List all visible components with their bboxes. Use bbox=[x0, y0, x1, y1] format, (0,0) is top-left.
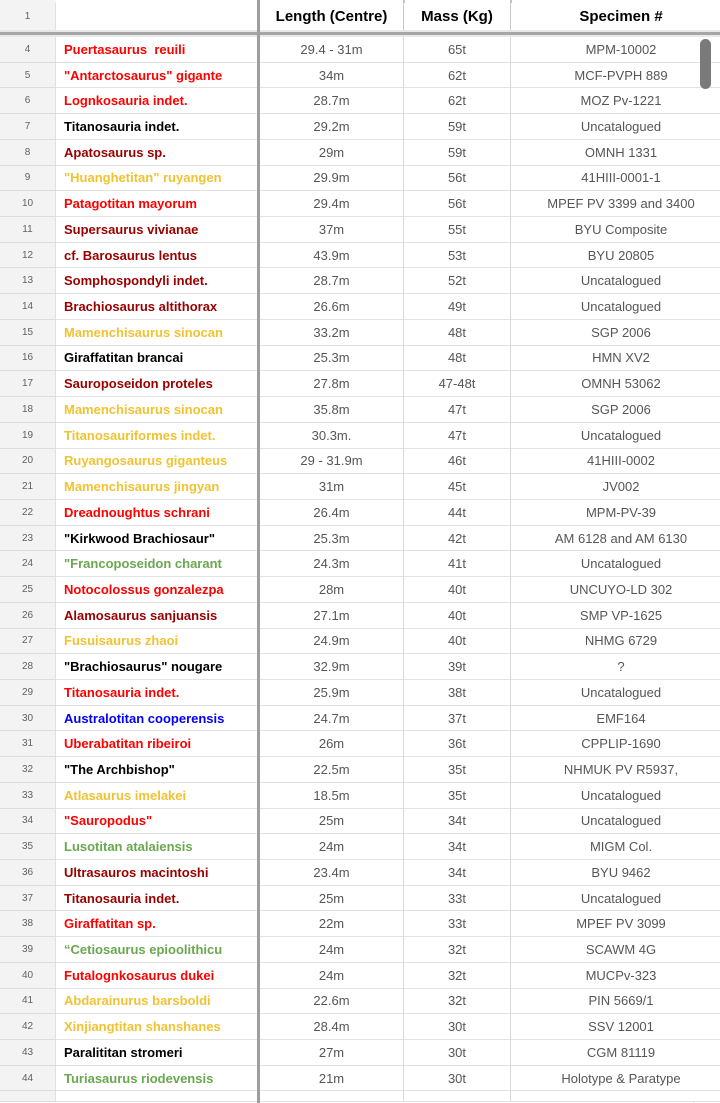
row-number[interactable]: 27 bbox=[0, 629, 56, 655]
table-row bbox=[0, 680, 720, 706]
specimen-cell[interactable]: MUCPv-323 bbox=[511, 963, 720, 989]
row-number[interactable]: 26 bbox=[0, 603, 56, 629]
mass-cell[interactable]: 48t bbox=[404, 346, 511, 372]
length-cell[interactable]: 24m bbox=[260, 963, 404, 989]
specimen-cell[interactable]: HMN XV2 bbox=[511, 346, 720, 372]
species-name-cell[interactable]: Sauroposeidon proteles bbox=[56, 371, 257, 397]
species-name-cell[interactable]: Lognkosauria indet. bbox=[56, 88, 257, 114]
table-row bbox=[0, 114, 720, 140]
length-cell[interactable]: 31m bbox=[260, 474, 404, 500]
length-cell[interactable]: 26.4m bbox=[260, 500, 404, 526]
mass-cell[interactable]: 30t bbox=[404, 1066, 511, 1092]
species-name-cell[interactable]: Ultrasauros macintoshi bbox=[56, 860, 257, 886]
species-name-cell[interactable]: Turiasaurus riodevensis bbox=[56, 1066, 257, 1092]
species-name-cell[interactable]: Mamenchisaurus jingyan bbox=[56, 474, 257, 500]
row-number[interactable]: 11 bbox=[0, 217, 56, 243]
specimen-header-cell[interactable]: Specimen # bbox=[511, 3, 720, 30]
length-cell[interactable]: 25m bbox=[260, 809, 404, 835]
length-cell[interactable]: 29.9m bbox=[260, 166, 404, 192]
row-number[interactable]: 10 bbox=[0, 191, 56, 217]
row-number[interactable]: 28 bbox=[0, 654, 56, 680]
mass-cell[interactable]: 65t bbox=[404, 37, 511, 63]
table-row bbox=[0, 963, 720, 989]
species-name-cell[interactable]: Fusuisaurus zhaoi bbox=[56, 629, 257, 655]
mass-cell[interactable]: 39t bbox=[404, 654, 511, 680]
specimen-cell[interactable]: Uncatalogued bbox=[511, 886, 720, 912]
table-row bbox=[0, 809, 720, 835]
length-cell[interactable]: 27m bbox=[260, 1040, 404, 1066]
frozen-row-divider bbox=[0, 30, 720, 37]
row-number[interactable]: 40 bbox=[0, 963, 56, 989]
specimen-cell[interactable]: SSV 12001 bbox=[511, 1014, 720, 1040]
row-number[interactable]: 30 bbox=[0, 706, 56, 732]
length-cell[interactable]: 33.2m bbox=[260, 320, 404, 346]
species-name-cell[interactable]: Titanosauria indet. bbox=[56, 886, 257, 912]
frozen-column-divider bbox=[257, 0, 260, 1103]
length-cell[interactable] bbox=[260, 1091, 404, 1102]
row-number[interactable]: 15 bbox=[0, 320, 56, 346]
specimen-cell[interactable]: Holotype & Paratype bbox=[511, 1066, 720, 1092]
mass-cell[interactable]: 62t bbox=[404, 88, 511, 114]
species-name-cell[interactable]: Brachiosaurus altithorax bbox=[56, 294, 257, 320]
specimen-cell[interactable]: MPM-10002 bbox=[511, 37, 720, 63]
specimen-cell[interactable]: OMNH 1331 bbox=[511, 140, 720, 166]
species-name-cell[interactable]: "Sauropodus" bbox=[56, 809, 257, 835]
mass-cell[interactable]: 49t bbox=[404, 294, 511, 320]
name-header-cell[interactable] bbox=[56, 3, 257, 30]
specimen-cell[interactable]: NHMG 6729 bbox=[511, 629, 720, 655]
row-number[interactable]: 8 bbox=[0, 140, 56, 166]
row-number[interactable]: 20 bbox=[0, 449, 56, 475]
species-name-cell[interactable]: Notocolossus gonzalezpa bbox=[56, 577, 257, 603]
length-cell[interactable]: 24.9m bbox=[260, 629, 404, 655]
specimen-cell[interactable]: Uncatalogued bbox=[511, 423, 720, 449]
table-row bbox=[0, 268, 720, 294]
table-row bbox=[0, 1066, 720, 1092]
specimen-cell[interactable]: SGP 2006 bbox=[511, 397, 720, 423]
row-number[interactable]: 44 bbox=[0, 1066, 56, 1092]
table-row bbox=[0, 834, 720, 860]
species-name-cell[interactable]: Lusotitan atalaiensis bbox=[56, 834, 257, 860]
length-cell[interactable]: 24.7m bbox=[260, 706, 404, 732]
table-row bbox=[0, 551, 720, 577]
species-name-cell[interactable]: Mamenchisaurus sinocan bbox=[56, 320, 257, 346]
specimen-cell[interactable]: OMNH 53062 bbox=[511, 371, 720, 397]
species-name-cell[interactable]: Supersaurus vivianae bbox=[56, 217, 257, 243]
table-row bbox=[0, 500, 720, 526]
table-row bbox=[0, 217, 720, 243]
table-row bbox=[0, 731, 720, 757]
length-cell[interactable]: 22.5m bbox=[260, 757, 404, 783]
table-row bbox=[0, 629, 720, 655]
mass-cell[interactable]: 38t bbox=[404, 680, 511, 706]
length-cell[interactable]: 18.5m bbox=[260, 783, 404, 809]
specimen-cell[interactable]: BYU 20805 bbox=[511, 243, 720, 269]
row-number[interactable]: 14 bbox=[0, 294, 56, 320]
length-cell[interactable]: 37m bbox=[260, 217, 404, 243]
mass-cell[interactable]: 46t bbox=[404, 449, 511, 475]
specimen-cell[interactable]: 41HIII-0001-1 bbox=[511, 166, 720, 192]
row-number[interactable]: 19 bbox=[0, 423, 56, 449]
row-number[interactable]: 13 bbox=[0, 268, 56, 294]
species-name-cell[interactable]: "The Archbishop" bbox=[56, 757, 257, 783]
table-row bbox=[0, 577, 720, 603]
row-number[interactable]: 18 bbox=[0, 397, 56, 423]
table-row bbox=[0, 37, 720, 63]
specimen-cell[interactable]: Uncatalogued bbox=[511, 294, 720, 320]
length-cell[interactable]: 25m bbox=[260, 886, 404, 912]
species-name-cell[interactable]: Atlasaurus imelakei bbox=[56, 783, 257, 809]
mass-cell[interactable]: 56t bbox=[404, 191, 511, 217]
table-row bbox=[0, 1014, 720, 1040]
specimen-cell[interactable] bbox=[511, 1091, 720, 1102]
row-number[interactable]: 9 bbox=[0, 166, 56, 192]
row-number[interactable]: 16 bbox=[0, 346, 56, 372]
row-number[interactable]: 33 bbox=[0, 783, 56, 809]
specimen-cell[interactable]: UNCUYO-LD 302 bbox=[511, 577, 720, 603]
specimen-cell[interactable]: ? bbox=[511, 654, 720, 680]
table-row bbox=[0, 1040, 720, 1066]
table-row bbox=[0, 783, 720, 809]
length-cell[interactable]: 29m bbox=[260, 140, 404, 166]
mass-cell[interactable]: 44t bbox=[404, 500, 511, 526]
specimen-cell[interactable]: NHMUK PV R5937, bbox=[511, 757, 720, 783]
table-row bbox=[0, 706, 720, 732]
specimen-cell[interactable]: SGP 2006 bbox=[511, 320, 720, 346]
length-cell[interactable]: 34m bbox=[260, 63, 404, 89]
length-cell[interactable]: 28m bbox=[260, 577, 404, 603]
mass-cell[interactable]: 48t bbox=[404, 320, 511, 346]
specimen-cell[interactable]: Uncatalogued bbox=[511, 114, 720, 140]
table-row bbox=[0, 423, 720, 449]
species-name-cell[interactable]: Xinjiangtitan shanshanes bbox=[56, 1014, 257, 1040]
table-row bbox=[0, 526, 720, 552]
length-cell[interactable]: 24m bbox=[260, 834, 404, 860]
table-row bbox=[0, 474, 720, 500]
specimen-cell[interactable]: PIN 5669/1 bbox=[511, 989, 720, 1015]
mass-cell[interactable]: 56t bbox=[404, 166, 511, 192]
table-row bbox=[0, 937, 720, 963]
table-row bbox=[0, 371, 720, 397]
vertical-scrollbar-thumb[interactable] bbox=[700, 39, 711, 89]
length-cell[interactable]: 22m bbox=[260, 911, 404, 937]
species-name-cell[interactable]: Uberabatitan ribeiroi bbox=[56, 731, 257, 757]
row-number[interactable]: 25 bbox=[0, 577, 56, 603]
species-name-cell[interactable]: Titanosauria indet. bbox=[56, 680, 257, 706]
table-row bbox=[0, 654, 720, 680]
row-number[interactable]: 23 bbox=[0, 526, 56, 552]
mass-cell[interactable]: 47t bbox=[404, 397, 511, 423]
length-cell[interactable]: 27.1m bbox=[260, 603, 404, 629]
species-name-cell[interactable]: Mamenchisaurus sinocan bbox=[56, 397, 257, 423]
species-name-cell[interactable]: Titanosauriformes indet. bbox=[56, 423, 257, 449]
row-number[interactable]: 6 bbox=[0, 88, 56, 114]
species-name-cell[interactable]: Puertasaurus reuili bbox=[56, 37, 257, 63]
length-cell[interactable]: 24m bbox=[260, 937, 404, 963]
species-name-cell[interactable]: Futalognkosaurus dukei bbox=[56, 963, 257, 989]
specimen-cell[interactable]: JV002 bbox=[511, 474, 720, 500]
mass-cell[interactable]: 59t bbox=[404, 140, 511, 166]
specimen-cell[interactable]: MIGM Col. bbox=[511, 834, 720, 860]
specimen-cell[interactable]: MCF-PVPH 889 bbox=[511, 63, 720, 89]
species-name-cell[interactable]: Australotitan cooperensis bbox=[56, 706, 257, 732]
mass-cell[interactable]: 30t bbox=[404, 1040, 511, 1066]
species-name-cell[interactable]: "Francoposeidon charant bbox=[56, 551, 257, 577]
table-row bbox=[0, 1091, 720, 1102]
row-number[interactable]: 29 bbox=[0, 680, 56, 706]
species-name-cell[interactable]: "Brachiosaurus" nougare bbox=[56, 654, 257, 680]
mass-cell[interactable]: 32t bbox=[404, 937, 511, 963]
specimen-cell[interactable]: Uncatalogued bbox=[511, 809, 720, 835]
mass-cell[interactable]: 34t bbox=[404, 809, 511, 835]
row-number[interactable]: 34 bbox=[0, 809, 56, 835]
mass-cell[interactable]: 33t bbox=[404, 886, 511, 912]
specimen-cell[interactable]: Uncatalogued bbox=[511, 268, 720, 294]
specimen-cell[interactable]: SCAWM 4G bbox=[511, 937, 720, 963]
mass-cell[interactable] bbox=[404, 1091, 511, 1102]
mass-cell[interactable]: 35t bbox=[404, 783, 511, 809]
mass-cell[interactable]: 37t bbox=[404, 706, 511, 732]
row-number[interactable]: 7 bbox=[0, 114, 56, 140]
row-number[interactable]: 43 bbox=[0, 1040, 56, 1066]
row-number[interactable]: 17 bbox=[0, 371, 56, 397]
species-name-cell[interactable]: Abdarainurus barsboldi bbox=[56, 989, 257, 1015]
mass-cell[interactable]: 32t bbox=[404, 963, 511, 989]
specimen-cell[interactable]: AM 6128 and AM 6130 bbox=[511, 526, 720, 552]
length-cell[interactable]: 29 - 31.9m bbox=[260, 449, 404, 475]
species-name-cell[interactable]: Patagotitan mayorum bbox=[56, 191, 257, 217]
table-row bbox=[0, 320, 720, 346]
species-name-cell[interactable]: Apatosaurus sp. bbox=[56, 140, 257, 166]
length-cell[interactable]: 26.6m bbox=[260, 294, 404, 320]
specimen-cell[interactable]: BYU Composite bbox=[511, 217, 720, 243]
length-cell[interactable]: 27.8m bbox=[260, 371, 404, 397]
length-cell[interactable]: 35.8m bbox=[260, 397, 404, 423]
species-name-cell[interactable]: Ruyangosaurus giganteus bbox=[56, 449, 257, 475]
mass-cell[interactable]: 30t bbox=[404, 1014, 511, 1040]
length-cell[interactable]: 22.6m bbox=[260, 989, 404, 1015]
length-cell[interactable]: 23.4m bbox=[260, 860, 404, 886]
mass-cell[interactable]: 53t bbox=[404, 243, 511, 269]
mass-header-cell[interactable]: Mass (Kg) bbox=[404, 3, 511, 30]
row-number[interactable]: 31 bbox=[0, 731, 56, 757]
species-name-cell[interactable]: “Cetiosaurus epioolithicu bbox=[56, 937, 257, 963]
mass-cell[interactable]: 47t bbox=[404, 423, 511, 449]
table-row bbox=[0, 860, 720, 886]
table-row bbox=[0, 140, 720, 166]
length-cell[interactable]: 29.4m bbox=[260, 191, 404, 217]
row-number[interactable]: 22 bbox=[0, 500, 56, 526]
mass-cell[interactable]: 34t bbox=[404, 834, 511, 860]
length-cell[interactable]: 24.3m bbox=[260, 551, 404, 577]
species-name-cell[interactable] bbox=[56, 1091, 257, 1102]
mass-cell[interactable]: 41t bbox=[404, 551, 511, 577]
length-cell[interactable]: 28.7m bbox=[260, 268, 404, 294]
species-name-cell[interactable]: "Kirkwood Brachiosaur" bbox=[56, 526, 257, 552]
mass-cell[interactable]: 32t bbox=[404, 989, 511, 1015]
length-cell[interactable]: 21m bbox=[260, 1066, 404, 1092]
specimen-cell[interactable]: Uncatalogued bbox=[511, 551, 720, 577]
row-header-1[interactable]: 1 bbox=[0, 3, 56, 30]
species-name-cell[interactable]: Alamosaurus sanjuansis bbox=[56, 603, 257, 629]
row-number[interactable] bbox=[0, 1091, 56, 1102]
table-row bbox=[0, 166, 720, 192]
species-name-cell[interactable]: "Antarctosaurus" gigante bbox=[56, 63, 257, 89]
row-number[interactable]: 37 bbox=[0, 886, 56, 912]
length-cell[interactable]: 28.7m bbox=[260, 88, 404, 114]
specimen-cell[interactable]: EMF164 bbox=[511, 706, 720, 732]
mass-cell[interactable]: 62t bbox=[404, 63, 511, 89]
mass-cell[interactable]: 42t bbox=[404, 526, 511, 552]
length-cell[interactable]: 25.3m bbox=[260, 346, 404, 372]
mass-cell[interactable]: 33t bbox=[404, 911, 511, 937]
table-row bbox=[0, 449, 720, 475]
species-name-cell[interactable]: Dreadnoughtus schrani bbox=[56, 500, 257, 526]
specimen-cell[interactable]: MPM-PV-39 bbox=[511, 500, 720, 526]
row-number[interactable]: 35 bbox=[0, 834, 56, 860]
mass-cell[interactable]: 40t bbox=[404, 603, 511, 629]
length-cell[interactable]: 29.2m bbox=[260, 114, 404, 140]
specimen-cell[interactable]: 41HIII-0002 bbox=[511, 449, 720, 475]
table-row bbox=[0, 63, 720, 89]
specimen-cell[interactable]: SMP VP-1625 bbox=[511, 603, 720, 629]
specimen-cell[interactable]: MPEF PV 3099 bbox=[511, 911, 720, 937]
mass-cell[interactable]: 40t bbox=[404, 629, 511, 655]
length-header-cell[interactable]: Length (Centre) bbox=[260, 3, 404, 30]
specimen-cell[interactable]: CGM 81119 bbox=[511, 1040, 720, 1066]
mass-cell[interactable]: 52t bbox=[404, 268, 511, 294]
table-row bbox=[0, 757, 720, 783]
mass-cell[interactable]: 45t bbox=[404, 474, 511, 500]
length-cell[interactable]: 26m bbox=[260, 731, 404, 757]
specimen-cell[interactable]: Uncatalogued bbox=[511, 783, 720, 809]
table-row bbox=[0, 397, 720, 423]
species-name-cell[interactable]: Paralititan stromeri bbox=[56, 1040, 257, 1066]
row-number[interactable]: 39 bbox=[0, 937, 56, 963]
table-row bbox=[0, 603, 720, 629]
row-number[interactable]: 4 bbox=[0, 37, 56, 63]
row-number[interactable]: 21 bbox=[0, 474, 56, 500]
table-row bbox=[0, 886, 720, 912]
row-number[interactable]: 24 bbox=[0, 551, 56, 577]
specimen-cell[interactable]: Uncatalogued bbox=[511, 680, 720, 706]
length-cell[interactable]: 28.4m bbox=[260, 1014, 404, 1040]
species-name-cell[interactable]: Somphospondyli indet. bbox=[56, 268, 257, 294]
table-row bbox=[0, 911, 720, 937]
table-row bbox=[0, 346, 720, 372]
mass-cell[interactable]: 36t bbox=[404, 731, 511, 757]
species-name-cell[interactable]: Titanosauria indet. bbox=[56, 114, 257, 140]
header-row bbox=[0, 3, 720, 30]
table-row bbox=[0, 191, 720, 217]
table-row bbox=[0, 88, 720, 114]
table-row bbox=[0, 294, 720, 320]
species-name-cell[interactable]: Giraffatitan sp. bbox=[56, 911, 257, 937]
mass-cell[interactable]: 47-48t bbox=[404, 371, 511, 397]
row-number[interactable]: 12 bbox=[0, 243, 56, 269]
species-name-cell[interactable]: Giraffatitan brancai bbox=[56, 346, 257, 372]
mass-cell[interactable]: 35t bbox=[404, 757, 511, 783]
mass-cell[interactable]: 34t bbox=[404, 860, 511, 886]
row-number[interactable]: 42 bbox=[0, 1014, 56, 1040]
species-name-cell[interactable]: "Huanghetitan" ruyangen bbox=[56, 166, 257, 192]
data-rows bbox=[0, 37, 720, 1102]
table-row bbox=[0, 243, 720, 269]
specimen-cell[interactable]: MPEF PV 3399 and 3400 bbox=[511, 191, 720, 217]
length-cell[interactable]: 30.3m. bbox=[260, 423, 404, 449]
mass-cell[interactable]: 55t bbox=[404, 217, 511, 243]
species-name-cell[interactable]: cf. Barosaurus lentus bbox=[56, 243, 257, 269]
length-cell[interactable]: 43.9m bbox=[260, 243, 404, 269]
table-row bbox=[0, 989, 720, 1015]
row-number[interactable]: 36 bbox=[0, 860, 56, 886]
length-cell[interactable]: 32.9m bbox=[260, 654, 404, 680]
mass-cell[interactable]: 59t bbox=[404, 114, 511, 140]
row-number[interactable]: 41 bbox=[0, 989, 56, 1015]
row-number[interactable]: 5 bbox=[0, 63, 56, 89]
length-cell[interactable]: 29.4 - 31m bbox=[260, 37, 404, 63]
specimen-cell[interactable]: BYU 9462 bbox=[511, 860, 720, 886]
mass-cell[interactable]: 40t bbox=[404, 577, 511, 603]
length-cell[interactable]: 25.3m bbox=[260, 526, 404, 552]
row-number[interactable]: 38 bbox=[0, 911, 56, 937]
row-number[interactable]: 32 bbox=[0, 757, 56, 783]
specimen-cell[interactable]: MOZ Pv-1221 bbox=[511, 88, 720, 114]
specimen-cell[interactable]: CPPLIP-1690 bbox=[511, 731, 720, 757]
length-cell[interactable]: 25.9m bbox=[260, 680, 404, 706]
